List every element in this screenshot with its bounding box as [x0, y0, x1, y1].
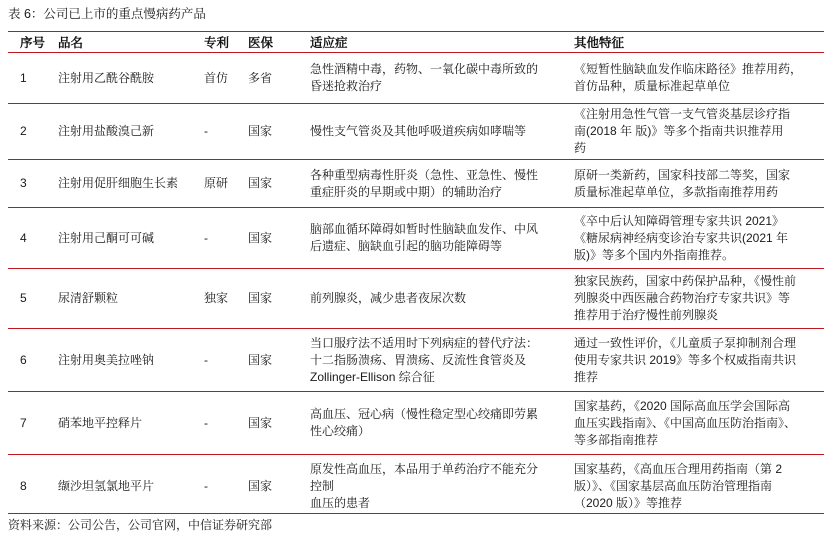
cell-no: 3	[20, 176, 27, 190]
cell-indication	[308, 61, 572, 95]
header-indication: 适应症	[310, 36, 348, 50]
source-note: 资料来源：公司公告，公司官网，中信证券研究部	[8, 518, 273, 532]
table-row	[8, 392, 824, 455]
cell-no: 6	[20, 352, 27, 367]
other-line: 版)》等多个国内外指南推荐。	[574, 247, 734, 262]
indication-line: 十二指肠溃疡、胃溃疡、反流性食管炎及	[310, 352, 527, 367]
other-line: 《注射用急性气管一支气管炎基层诊疗指	[574, 107, 791, 121]
cell-name: 注射用促肝细胞生长素	[58, 176, 179, 190]
cell-other	[572, 273, 824, 324]
cell-insurance: 多省	[248, 70, 273, 85]
other-line: 推荐用于治疗慢性前列腺炎	[574, 308, 719, 322]
other-line: 南(2018 年 版)》等多个指南共识推荐用	[574, 124, 784, 138]
indication-line: 急性酒精中毒，药物、一氧化碳中毒所致的	[310, 62, 539, 76]
other-line: 药	[574, 141, 587, 155]
cell-other	[572, 335, 824, 386]
other-line: 国家基药，《高血压合理用药指南（第 2	[574, 462, 783, 476]
cell-patent: 原研	[204, 176, 229, 190]
other-line: 《卒中后认知障碍管理专家共识 2021》	[574, 213, 785, 228]
cell-indication	[308, 221, 572, 255]
other-line: 《糖尿病神经病变诊治专家共识(2021 年	[574, 230, 789, 245]
other-line: 通过一致性评价，《儿童质子泵抑制剂合理	[574, 335, 797, 350]
cell-name: 注射用乙酰谷酰胺	[58, 70, 155, 85]
cell-patent: -	[204, 124, 208, 138]
other-line: 首仿品种，质量标准起草单位	[574, 79, 731, 93]
other-line: 版）》、《国家基层高血压防治管理指南	[574, 479, 773, 493]
other-line: 列腺炎中西医融合药物治疗专家共识》等	[574, 291, 791, 305]
header-insurance: 医保	[248, 36, 274, 50]
cell-other	[572, 213, 824, 264]
cell-name: 尿清舒颗粒	[58, 291, 119, 305]
header-patent: 专利	[204, 36, 230, 50]
cell-no: 8	[20, 479, 27, 493]
indication-line: 前列腺炎，减少患者夜尿次数	[310, 291, 467, 305]
cell-insurance: 国家	[248, 352, 273, 367]
cell-indication	[308, 290, 572, 307]
cell-other	[572, 106, 824, 157]
cell-name: 注射用己酮可可碱	[58, 230, 155, 245]
indication-line: 脑部血循环障碍如暂时性脑缺血发作、中风	[310, 222, 539, 236]
cell-no: 5	[20, 291, 27, 305]
table-row	[8, 269, 824, 329]
table-row	[8, 329, 824, 392]
cell-insurance: 国家	[248, 230, 273, 245]
cell-patent: -	[204, 230, 208, 245]
other-line: 国家基药，《2020 国际高血压学会国际高	[574, 398, 791, 413]
other-line: 推荐	[574, 369, 599, 384]
cell-patent: 首仿	[204, 70, 229, 85]
indication-line: 后遗症、脑缺血引起的脑功能障碍等	[310, 239, 503, 253]
other-line: 等多部指南推荐	[574, 432, 659, 447]
indication-line: 昏迷抢救治疗	[310, 79, 383, 93]
table-header-row	[8, 32, 824, 53]
indication-line: 当口服疗法不适用时下列病症的替代疗法：	[310, 335, 539, 350]
cell-indication	[308, 461, 572, 512]
other-line: 使用专家共识 2019》等多个权威指南共识	[574, 352, 797, 367]
cell-other	[572, 461, 824, 512]
cell-name: 硝苯地平控释片	[58, 415, 143, 430]
cell-other	[572, 167, 824, 201]
header-other: 其他特征	[574, 36, 625, 50]
cell-patent: -	[204, 352, 208, 367]
cell-patent: -	[204, 479, 208, 493]
cell-other	[572, 61, 824, 95]
table-row	[8, 104, 824, 160]
indication-line: 重症肝炎的早期或中期）的辅助治疗	[310, 184, 503, 199]
cell-patent: 独家	[204, 291, 229, 305]
indication-line: 血压的患者	[310, 496, 371, 510]
other-line: 独家民族药，国家中药保护品种，《慢性前	[574, 274, 797, 288]
other-line: （2020 版）》等推荐	[574, 496, 683, 510]
cell-no: 4	[20, 230, 27, 245]
other-line: 质量标准起草单位，多款指南推荐用药	[574, 184, 779, 199]
cell-patent: -	[204, 415, 208, 430]
cell-name: 注射用奥美拉唑钠	[58, 352, 155, 367]
table-title: 表 6：公司已上市的重点慢病药产品	[8, 7, 206, 21]
header-no: 序号	[20, 36, 46, 50]
other-line: 血压实践指南》、《中国高血压防治指南》、	[574, 415, 797, 430]
cell-insurance: 国家	[248, 291, 273, 305]
table-row	[8, 53, 824, 104]
cell-name: 注射用盐酸溴己新	[58, 124, 155, 138]
cell-name: 缬沙坦氢氯地平片	[58, 479, 155, 493]
indication-line: Zollinger-Ellison 综合征	[310, 369, 435, 384]
cell-insurance: 国家	[248, 415, 273, 430]
cell-indication	[308, 123, 572, 140]
cell-no: 2	[20, 124, 27, 138]
indication-line: 控制	[310, 479, 335, 493]
other-line: 《短暂性脑缺血发作临床路径》推荐用药，	[574, 62, 803, 76]
table-row	[8, 455, 824, 518]
header-name: 品名	[58, 36, 84, 50]
indication-line: 慢性支气管炎及其他呼吸道疾病如哮喘等	[310, 124, 527, 138]
cell-indication	[308, 335, 572, 386]
indication-line: 性心绞痛）	[310, 424, 371, 438]
indication-line: 原发性高血压，本品用于单药治疗不能充分	[310, 462, 539, 476]
product-table	[8, 32, 824, 518]
cell-indication	[308, 167, 572, 201]
cell-insurance: 国家	[248, 124, 273, 138]
cell-insurance: 国家	[248, 479, 273, 493]
cell-no: 1	[20, 70, 27, 85]
cell-no: 7	[20, 415, 27, 430]
bottom-rule	[8, 513, 824, 514]
table-row	[8, 160, 824, 208]
cell-other	[572, 398, 824, 449]
indication-line: 高血压、冠心病（慢性稳定型心绞痛即劳累	[310, 407, 539, 421]
table-row	[8, 208, 824, 269]
cell-indication	[308, 406, 572, 440]
indication-line: 各种重型病毒性肝炎（急性、亚急性、慢性	[310, 167, 539, 182]
other-line: 原研一类新药，国家科技部二等奖，国家	[574, 167, 791, 182]
cell-insurance: 国家	[248, 176, 273, 190]
